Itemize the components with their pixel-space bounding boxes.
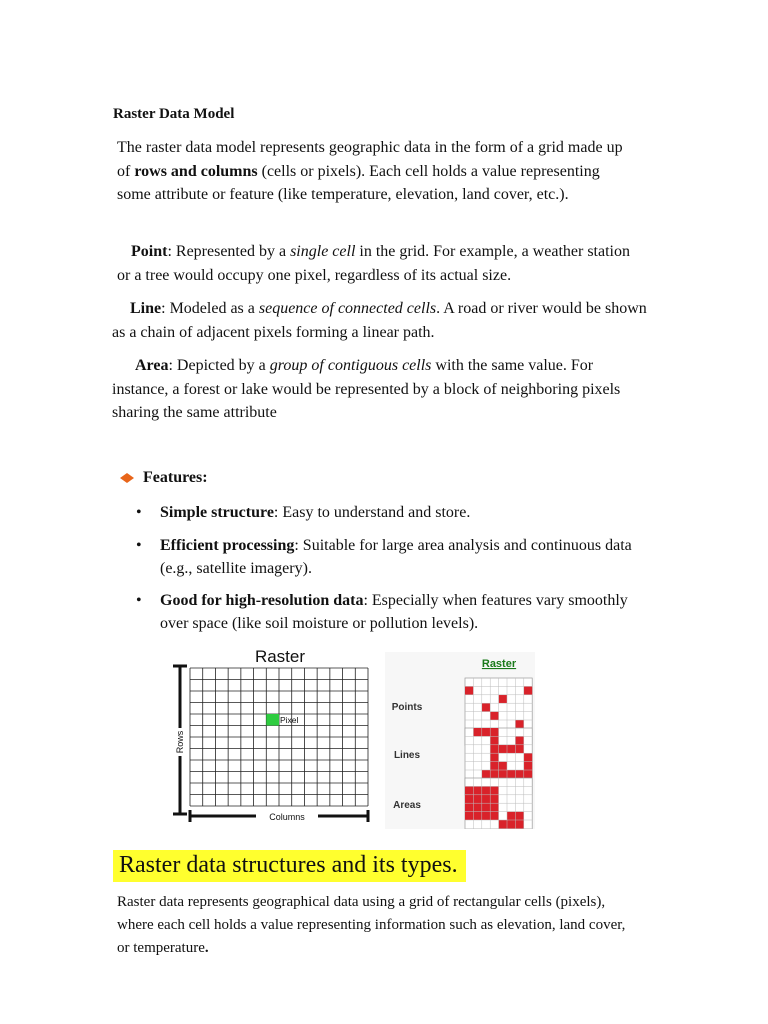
raster-cell <box>490 712 498 720</box>
bullet-icon: • <box>136 592 142 609</box>
area-paragraph: Area: Depicted by a group of contiguous cells with the same value. For instance, a forest or lake would be represented by a block of neighboring pixels sharing the same attribute <box>112 357 621 421</box>
raster-cell <box>482 786 490 794</box>
raster-cell <box>499 820 507 828</box>
rows-label: Rows <box>175 730 185 754</box>
raster-cell <box>507 820 515 828</box>
raster-cell <box>473 786 481 794</box>
raster-cell <box>490 795 498 803</box>
raster-cell <box>507 745 515 753</box>
lines-label: Lines <box>393 750 421 761</box>
line-paragraph: Line: Modeled as a sequence of connected cells. A road or river would be shown as a chain of adjacent pixels forming a linear path. <box>112 300 647 341</box>
raster-cell <box>499 695 507 703</box>
raster-cell <box>473 803 481 811</box>
figure2-title: Raster <box>481 658 517 670</box>
grid-lines <box>190 668 368 806</box>
raster-cell <box>482 795 490 803</box>
raster-cell <box>524 762 532 770</box>
features-heading: Features: <box>120 469 208 487</box>
raster-cell <box>465 803 473 811</box>
bullet-icon: • <box>136 504 142 521</box>
section2-heading: Raster data structures and its types. <box>113 850 466 882</box>
raster-cell <box>482 703 490 711</box>
raster-cell <box>507 770 515 778</box>
raster-cell <box>524 686 532 694</box>
diamond-bullet-icon <box>127 473 134 483</box>
highlighted-pixel <box>266 714 279 726</box>
raster-cell <box>482 803 490 811</box>
raster-cell <box>515 770 523 778</box>
raster-types-figure <box>385 652 535 829</box>
section-title: Raster Data Model <box>113 106 235 122</box>
raster-cell <box>490 803 498 811</box>
raster-grid-figure <box>168 644 373 826</box>
raster-cell <box>515 720 523 728</box>
pixel-label: Pixel <box>280 715 299 725</box>
raster-cell <box>465 795 473 803</box>
raster-cell <box>473 728 481 736</box>
raster-cell <box>490 812 498 820</box>
raster-cell <box>490 745 498 753</box>
point-paragraph: Point: Represented by a single cell in the grid. For example, a weather station or a tree would occupy one pixel, regardless of its actual size. <box>117 243 630 284</box>
raster-cell <box>507 812 515 820</box>
raster-cell <box>465 686 473 694</box>
raster-cell <box>515 820 523 828</box>
raster-cell <box>465 812 473 820</box>
raster-cell <box>490 786 498 794</box>
raster-cell <box>490 753 498 761</box>
raster-cell <box>465 786 473 794</box>
areas-label: Areas <box>393 800 421 811</box>
intro-paragraph: The raster data model represents geographic data in the form of a grid made up of rows and columns (cells or pixels). Each cell holds a value representing some attribute or feature (like temperature, elevation, land cover, etc.). <box>117 139 623 203</box>
raster-cell <box>482 728 490 736</box>
raster-cell <box>524 753 532 761</box>
grid-title: Raster <box>254 647 306 666</box>
small-grids <box>465 678 532 829</box>
raster-cell <box>482 812 490 820</box>
raster-cell <box>490 736 498 744</box>
raster-cell <box>499 762 507 770</box>
raster-cell <box>473 795 481 803</box>
raster-cell <box>499 770 507 778</box>
raster-cell <box>482 770 490 778</box>
raster-cell <box>515 812 523 820</box>
raster-cell <box>499 745 507 753</box>
raster-cell <box>490 762 498 770</box>
columns-label: Columns <box>269 812 305 822</box>
raster-cell <box>490 728 498 736</box>
raster-cell <box>515 745 523 753</box>
bullet-icon: • <box>136 537 142 554</box>
raster-cell <box>490 770 498 778</box>
section2-paragraph: Raster data represents geographical data using a grid of rectangular cells (pixels), where each cell holds a value representing information such as elevation, land cover, or temperature. <box>117 894 626 956</box>
raster-cell <box>524 770 532 778</box>
raster-cell <box>515 736 523 744</box>
points-label: Points <box>391 702 423 713</box>
raster-cell <box>473 812 481 820</box>
